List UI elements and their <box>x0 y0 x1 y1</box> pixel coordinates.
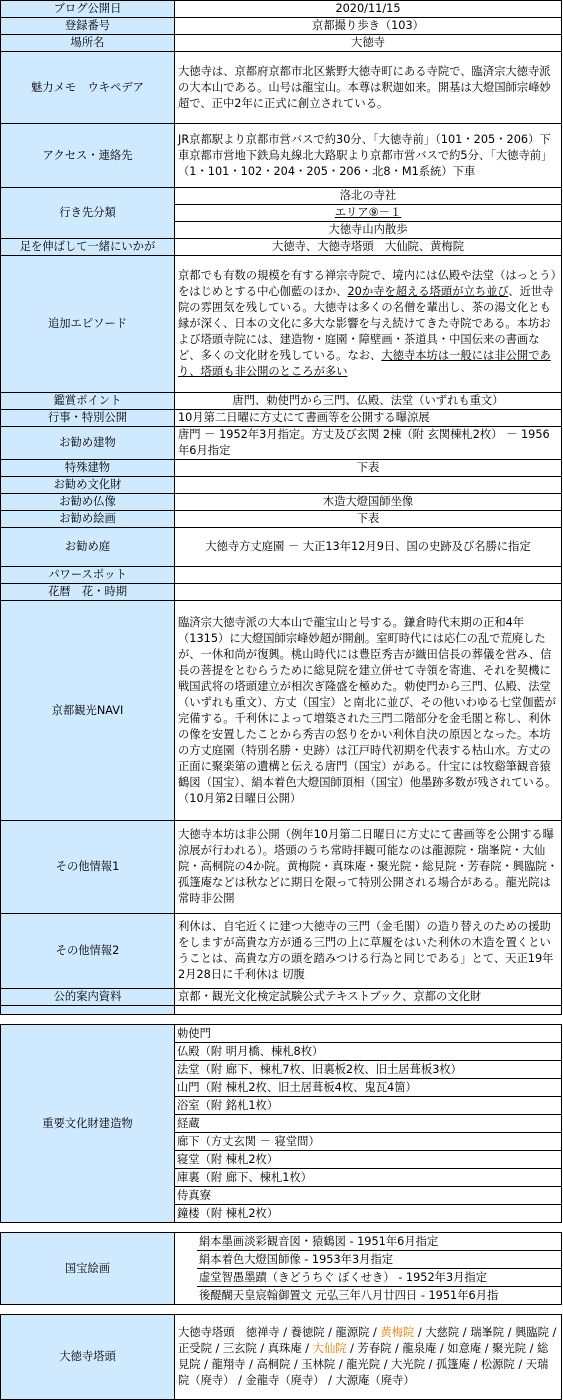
episode-underline-1: 20か寺を超える塔頭が立ち並び <box>347 285 509 298</box>
value-navi: 臨済宗大徳寺派の大本山で龍宝山と号する。鎌倉時代末期の正和4年（1315）に大燈国師宗峰妙超が開創。室町時代には応仁の乱で荒廃したが、一休和尚が復興。桃山時代には豊臣秀吉が織田信長の葬儀を営み、信長の菩提をとむらうために総見院を建立併せて寺領を寄進、それを契機に戦国武将の塔頭建立が相次ぎ隆盛を極めた。勅使門から三門、仏殿、法堂（いずれも重文）、方丈（国宝）と南北に並び、その他いわゆる七堂伽藍が完備する。千利休によって増築された三門二階部分を金毛閣と称し、利休の像を安置したことから秀吉の怒りをかい利休自決の原因となった。本坊の方丈庭園（特別名勝・史跡）は江戸時代初期を代表する枯山水。方丈の正面に聚楽第の遺構と伝える唐門（国宝）がある。什宝には牧谿筆観音猿鶴図（国宝）、絹本着色大燈国師頂相（国宝）他墨跡多数が残されている。（10月第2日曜日公開） <box>175 601 562 821</box>
dest-cell <box>175 188 562 239</box>
value-other2: 利休は、自宅近くに建つ大徳寺の三門（金毛閣）の造り替えのための援助をしますが高貴な方が通る三門の上に草履をはいた利休の木造を置くということは、高貴な方の頭を踏みつける行為と同じである」とて、天正19年2月28日に千利休は 切腹 <box>175 914 562 989</box>
label-other1: その他情報1 <box>1 821 175 914</box>
tatchu-highlight-2: 大仙院 <box>312 1342 347 1355</box>
national-cell <box>175 1233 562 1305</box>
value-cultural <box>175 477 562 494</box>
value-buddha: 木造大燈国師坐像 <box>175 494 562 511</box>
label-regno: 登録番号 <box>1 18 175 35</box>
label-bldg: お勧め建物 <box>1 427 175 460</box>
label-dest: 行き先分類 <box>1 188 175 239</box>
important-item: 鐘楼（附 棟札2枚） <box>177 1206 279 1220</box>
important-item: 廊下（方丈玄関 － 寝堂間） <box>175 1133 561 1151</box>
tatchu-text-3: / 芳春院 / 龍泉庵 / 如意庵 / 聚光院 / 総見院 / 龍翔寺 / 高桐院 / 玉林院 / 龍光院 / 大光院 / 孤篷庵 / 松源院 / 天瑞院（廃寺） / 金龍寺（廃寺） / 大源庵（廃寺） <box>178 1342 549 1387</box>
value-special: 下表 <box>175 460 562 477</box>
label-navi: 京都観光NAVI <box>1 601 175 821</box>
tatchu-highlight-1: 黄梅院 <box>380 1326 415 1339</box>
label-garden: お勧め庭 <box>1 528 175 567</box>
label-flower: 花暦 花・時期 <box>1 584 175 601</box>
important-item: 山門（附 棟札2枚、旧土居葺板4枚、鬼瓦4箇） <box>175 1079 561 1097</box>
label-painting: お勧め絵画 <box>1 511 175 528</box>
label-important: 重要文化財建造物 <box>1 1025 175 1223</box>
important-item: 法堂（附 廊下、棟札7枚、旧裏板2枚、旧土居葺板3枚） <box>175 1061 561 1079</box>
national-item: 絹本墨画淡彩観音図・猿鶴図 - 1951年6月指定 <box>197 1233 561 1251</box>
label-access: アクセス・連絡先 <box>1 124 175 188</box>
value-nearby: 大徳寺、大徳寺塔頭 大仙院、黄梅院 <box>175 239 562 256</box>
label-nearby: 足を伸ばして一緒にいかが <box>1 239 175 256</box>
value-episode <box>175 256 562 393</box>
national-item: 後醍醐天皇宸翰御置文 元弘三年八月廿四日 - 1951年6月指 <box>199 1288 499 1302</box>
label-power: パワースポット <box>1 567 175 584</box>
label-event: 行事・特別公開 <box>1 410 175 427</box>
important-item: 庫裏（附 廊下、棟札1枚） <box>175 1169 561 1187</box>
label-charm: 魅力メモ ウキペデア <box>1 52 175 124</box>
national-list <box>197 1233 561 1304</box>
value-bldg: 唐門 － 1952年3月指定。方丈及び玄関 2棟（附 玄関棟札2枚） － 1956年6月指定 <box>175 427 562 460</box>
important-item: 仏殿（附 明月橋、棟札8枚） <box>175 1043 561 1061</box>
value-garden: 大徳寺方丈庭園 － 大正13年12月9日、国の史跡及び名勝に指定 <box>175 528 562 567</box>
dest-2: エリア⑨－１ <box>175 205 561 222</box>
value-painting: 下表 <box>175 511 562 528</box>
important-list <box>175 1025 561 1222</box>
dest-1: 洛北の寺社 <box>175 188 561 205</box>
value-flower <box>175 584 562 601</box>
value-charm: 大徳寺は、京都府京都市北区紫野大徳寺町にある寺院で、臨済宗大徳寺派の大本山である。山号は龍宝山。本尊は釈迦如来。開基は大燈国師宗峰妙超で、正中2年に正式に創立されている。 <box>175 52 562 124</box>
label-cultural: お勧め文化財 <box>1 477 175 494</box>
label-refs: 公的案内資料 <box>1 989 175 1006</box>
value-event: 10月第二日曜に方丈にて書画等を公開する曝涼展 <box>175 410 562 427</box>
value-regno: 京都撮り歩き（103） <box>175 18 562 35</box>
label-buddha: お勧め仏像 <box>1 494 175 511</box>
important-item: 侍真寮 <box>175 1187 561 1205</box>
tatchu-text-1: 大徳寺塔頭 徳禅寺 / 養徳院 / 龍源院 / <box>178 1326 381 1339</box>
national-item: 絹本着色大燈国師像 - 1953年3月指定 <box>197 1251 561 1269</box>
important-item: 勅使門 <box>175 1025 561 1043</box>
episode-underline-2: 大徳寺本坊は一般には非公開であり、塔頭も非公開のところが多い <box>178 349 551 378</box>
value-tatchu <box>175 1315 562 1400</box>
label-place: 場所名 <box>1 35 175 52</box>
value-pubdate: 2020/11/15 <box>175 1 562 18</box>
important-item: 寝堂（附 棟札2枚） <box>175 1151 561 1169</box>
value-access: JR京都駅より京都市営バスで約30分、「大徳寺前」（101・205・206）下車京都市営地下鉄烏丸線北大路駅より京都市営バスで約5分、「大徳寺前」（1・101・102・204・205・206・北8・M1系統）下車 <box>175 124 562 188</box>
label-other2: その他情報2 <box>1 914 175 989</box>
value-power <box>175 567 562 584</box>
label-episode: 追加エピソード <box>1 256 175 393</box>
label-special: 特殊建物 <box>1 460 175 477</box>
label-pubdate: ブログ公開日 <box>1 1 175 18</box>
tatchu-text-2: / 大慈院 / 瑞峯院 / 興臨院 / 正受院 / 三玄院 / 真珠庵 / <box>178 1326 557 1355</box>
label-national: 国宝絵画 <box>1 1233 175 1305</box>
important-cell <box>175 1025 562 1223</box>
value-other1: 大徳寺本坊は非公開（例年10月第二日曜日に方丈にて書画等を公開する曝涼展が行われる）。塔頭のうち常時拝観可能なのは龍源院・瑞峯院・大仙院・高桐院の4か院。黄梅院・真珠庵・聚光院・総見院・芳春院・興臨院・孤篷庵などは秋などに期日を限って特別公開される場合がある。龍光院は常時非公開 <box>175 821 562 914</box>
value-refs: 京都・観光文化検定試験公式テキストブック、京都の文化財 <box>175 989 562 1006</box>
dest-3: 大徳寺山内散歩 <box>328 223 408 236</box>
important-item: 浴室（附 銘札1枚） <box>175 1097 561 1115</box>
label-highlight: 鑑賞ポイント <box>1 393 175 410</box>
episode-text-1: 京都でも有数の規模を有する禅宗寺院で、境内には仏殿や法堂（はっとう）をはじめとする中心伽藍のほか、 <box>178 269 557 298</box>
national-item: 虚堂智愚墨蹟（きどうちぐ ぼくせき） - 1952年3月指定 <box>197 1269 561 1287</box>
value-place: 大徳寺 <box>175 35 562 52</box>
episode-text-2: 、近世寺院の雰囲気を残している。大徳寺は多くの名僧を輩出し、茶の湯文化とも縁が深く、日本の文化に多大な影響を与え続けてきた寺院である。本坊および塔頭寺院には、建造物・庭園・障壁画・茶道具・中国伝来の書画など、多くの文化財を残している。なお、 <box>178 285 554 362</box>
label-tatchu: 大徳寺塔頭 <box>1 1315 175 1400</box>
value-highlight: 唐門、勅使門から三門、仏殿、法堂（いずれも重文） <box>175 393 562 410</box>
important-item: 経蔵 <box>175 1115 561 1133</box>
